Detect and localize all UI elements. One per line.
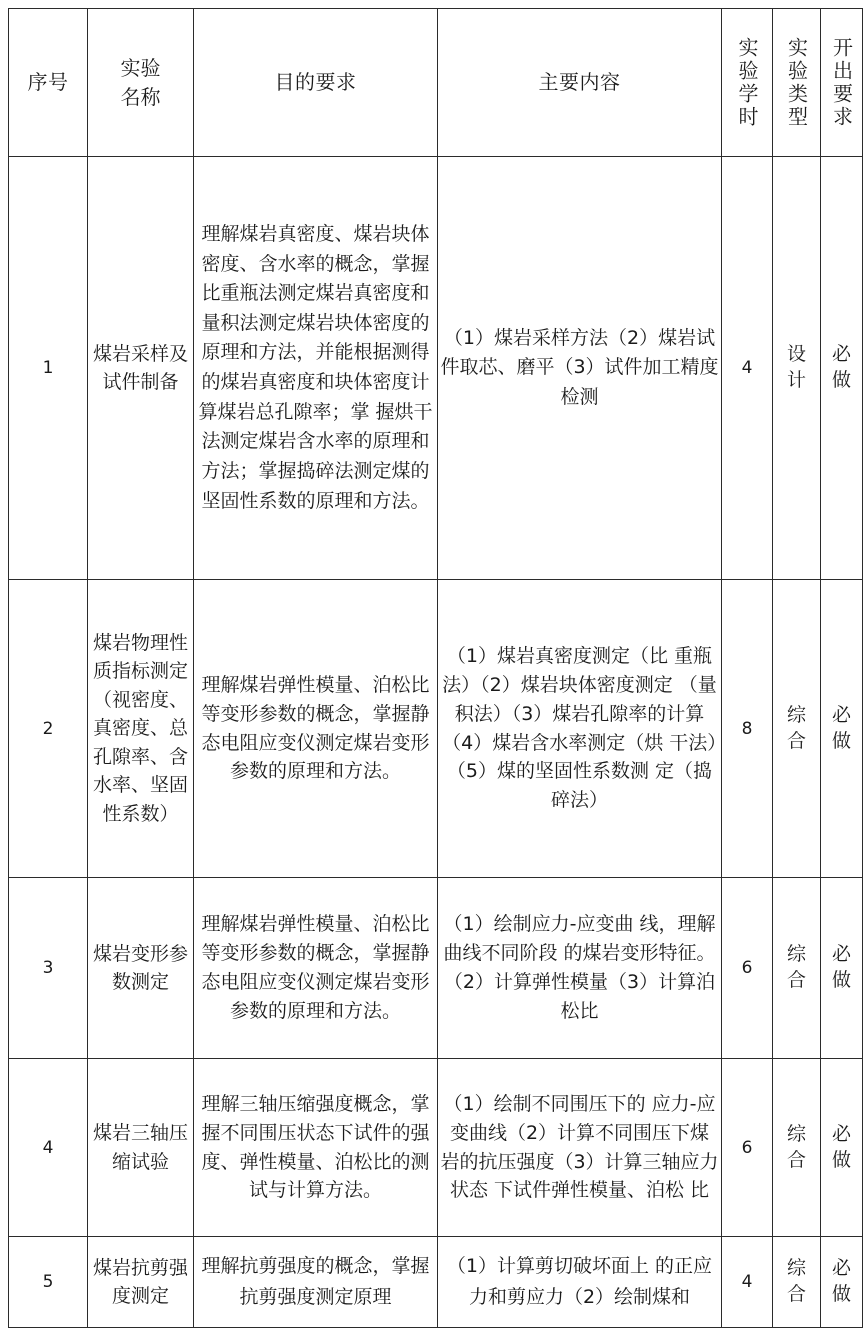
cell-requirement <box>821 1059 863 1237</box>
table-row <box>9 878 863 1059</box>
header-cell-no <box>9 9 88 157</box>
cell-name: 煤岩抗剪强度测定 <box>88 1237 194 1328</box>
cell-name: 煤岩采样及试件制备 <box>88 157 194 580</box>
cell-name: 煤岩物理性质指标测定（视密度、真密度、总孔隙率、含水率、坚固性系数） <box>88 580 194 878</box>
cell-type-line2: 合 <box>786 1148 806 1171</box>
cell-hours: 4 <box>722 157 773 580</box>
cell-type-line2: 合 <box>786 969 806 991</box>
cell-aim: 理解煤岩弹性模量、泊松比等变形参数的概念，掌握静态电阻应变仪测定煤岩变形参数的原理和方法。 <box>194 580 438 878</box>
table-row <box>9 157 863 580</box>
cell-content: （1）绘制应力-应变曲 线，理解曲线不同阶段 的煤岩变形特征。 （2）计算弹性模量（3）计算泊松比 <box>438 878 722 1059</box>
cell-type <box>773 1237 821 1328</box>
header-label-aim: 目的要求 <box>274 70 357 95</box>
cell-name: 煤岩变形参数测定 <box>88 878 194 1059</box>
cell-type <box>773 157 821 580</box>
cell-no: 3 <box>9 878 88 1059</box>
cell-type-line1: 综 <box>786 703 806 726</box>
cell-req-line2: 做 <box>831 729 851 752</box>
cell-req-line1: 必 <box>831 703 851 726</box>
header-label-no: 序号 <box>27 70 69 95</box>
cell-no: 5 <box>9 1237 88 1328</box>
header-cell-type <box>773 9 821 157</box>
cell-no: 4 <box>9 1059 88 1237</box>
header-cell-requirement <box>821 9 863 157</box>
cell-type <box>773 1059 821 1237</box>
table-row <box>9 1237 863 1328</box>
header-label-requirement: 开出要求 <box>829 36 854 129</box>
cell-req-line1: 必 <box>831 343 851 366</box>
table-row <box>9 1059 863 1237</box>
cell-aim: 理解煤岩真密度、煤岩块体密度、含水率的概念，掌握比重瓶法测定煤岩真密度和量积法测定煤岩块体密度的原理和方法，并能根据测得的煤岩真密度和块体密度计算煤岩总孔隙率；掌 握烘干法测定煤岩含水率的原理和方法；掌握捣碎法测定煤的坚固性系数的原理和方法。 <box>194 157 438 580</box>
cell-requirement <box>821 580 863 878</box>
cell-aim: 理解三轴压缩强度概念，掌握不同围压状态下试件的强度、弹性模量、泊松比的测试与计算方法。 <box>194 1059 438 1237</box>
cell-no: 2 <box>9 580 88 878</box>
cell-content: （1）绘制不同围压下的 应力-应变曲线（2）计算不同围压下煤 岩的抗压强度（3）计算三轴应力状态 下试件弹性模量、泊松 比 <box>438 1059 722 1237</box>
cell-type-line1: 设 <box>786 343 806 366</box>
header-label-name-line1: 实验 <box>120 56 161 81</box>
header-cell-name <box>88 9 194 157</box>
cell-content: （1）煤岩采样方法（2）煤岩试件取芯、磨平（3）试件加工精度检测 <box>438 157 722 580</box>
cell-req-line2: 做 <box>831 969 851 991</box>
cell-type <box>773 580 821 878</box>
header-cell-aim <box>194 9 438 157</box>
cell-hours: 6 <box>722 1059 773 1237</box>
experiment-schedule-table <box>8 8 863 1328</box>
cell-hours: 8 <box>722 580 773 878</box>
cell-type-line1: 综 <box>786 1122 806 1145</box>
header-label-hours: 实验学时 <box>735 36 759 129</box>
cell-req-line1: 必 <box>831 943 851 966</box>
header-label-type: 实验类型 <box>784 36 809 129</box>
cell-requirement <box>821 1237 863 1328</box>
cell-no: 1 <box>9 157 88 580</box>
cell-type-line1: 综 <box>786 943 806 966</box>
cell-content: （1）煤岩真密度测定（比 重瓶法）（2）煤岩块体密度测定 （量积法）（3）煤岩孔隙率的计算（4）煤岩含水率测定（烘 干法）（5）煤的坚固性系数测 定（捣碎法） <box>438 580 722 878</box>
cell-requirement <box>821 157 863 580</box>
cell-type-line1: 综 <box>786 1257 806 1280</box>
cell-req-line2: 做 <box>831 369 851 391</box>
cell-aim: 理解抗剪强度的概念，掌握抗剪强度测定原理 <box>194 1237 438 1328</box>
cell-req-line1: 必 <box>831 1257 851 1280</box>
table-header-row <box>9 9 863 157</box>
cell-requirement <box>821 878 863 1059</box>
cell-req-line2: 做 <box>831 1283 851 1305</box>
cell-type <box>773 878 821 1059</box>
header-label-content: 主要内容 <box>538 70 621 95</box>
cell-type-line2: 合 <box>786 729 806 752</box>
cell-type-line2: 合 <box>786 1283 806 1305</box>
cell-type-line2: 计 <box>786 369 806 391</box>
header-cell-hours <box>722 9 773 157</box>
header-cell-content <box>438 9 722 157</box>
header-label-name-line2: 名称 <box>120 84 161 109</box>
cell-req-line1: 必 <box>831 1122 851 1145</box>
cell-content: （1）计算剪切破坏面上 的正应力和剪应力（2）绘制煤和 <box>438 1237 722 1328</box>
cell-hours: 6 <box>722 878 773 1059</box>
cell-req-line2: 做 <box>831 1148 851 1171</box>
cell-aim: 理解煤岩弹性模量、泊松比等变形参数的概念，掌握静态电阻应变仪测定煤岩变形参数的原理和方法。 <box>194 878 438 1059</box>
cell-hours: 4 <box>722 1237 773 1328</box>
cell-name: 煤岩三轴压缩试验 <box>88 1059 194 1237</box>
table-row <box>9 580 863 878</box>
